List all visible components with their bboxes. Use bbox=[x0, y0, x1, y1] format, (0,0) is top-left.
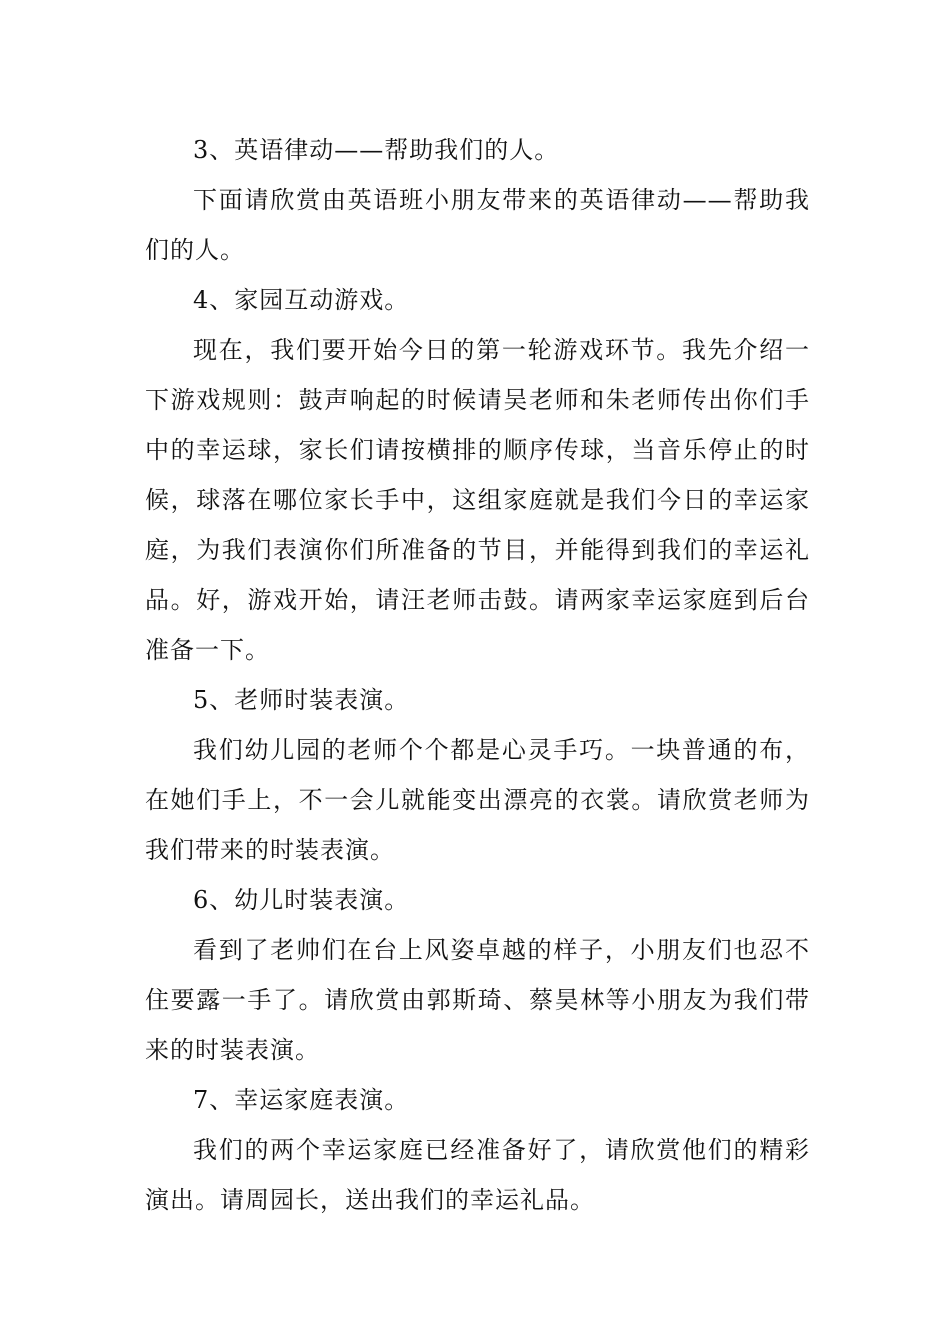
section-heading-3: 3、英语律动——帮助我们的人。 bbox=[193, 136, 560, 164]
section-heading-5: 5、老师时装表演。 bbox=[193, 686, 410, 714]
section-body-5: 我们幼儿园的老师个个都是心灵手巧。一块普通的布，在她们手上，不一会儿就能变出漂亮的衣裳。请欣赏老师为我们带来的时装表演。 bbox=[145, 736, 810, 864]
section-body-3: 下面请欣赏由英语班小朋友带来的英语律动——帮助我们的人。 bbox=[145, 186, 810, 264]
section-body-7: 我们的两个幸运家庭已经准备好了，请欣赏他们的精彩演出。请周园长，送出我们的幸运礼品。 bbox=[145, 1136, 810, 1214]
document-page bbox=[145, 125, 810, 1225]
section-heading-7: 7、幸运家庭表演。 bbox=[193, 1086, 410, 1114]
section-body-4: 现在，我们要开始今日的第一轮游戏环节。我先介绍一下游戏规则：鼓声响起的时候请吴老师和朱老师传出你们手中的幸运球，家长们请按横排的顺序传球，当音乐停止的时候，球落在哪位家长手中，这组家庭就是我们今日的幸运家庭，为我们表演你们所准备的节目，并能得到我们的幸运礼品。好，游戏开始，请汪老师击鼓。请两家幸运家庭到后台准备一下。 bbox=[145, 336, 810, 664]
section-heading-6: 6、幼儿时装表演。 bbox=[193, 886, 410, 914]
section-body-6: 看到了老帅们在台上风姿卓越的样子，小朋友们也忍不住要露一手了。请欣赏由郭斯琦、蔡昊林等小朋友为我们带来的时装表演。 bbox=[145, 936, 810, 1064]
section-heading-4: 4、家园互动游戏。 bbox=[193, 286, 410, 314]
